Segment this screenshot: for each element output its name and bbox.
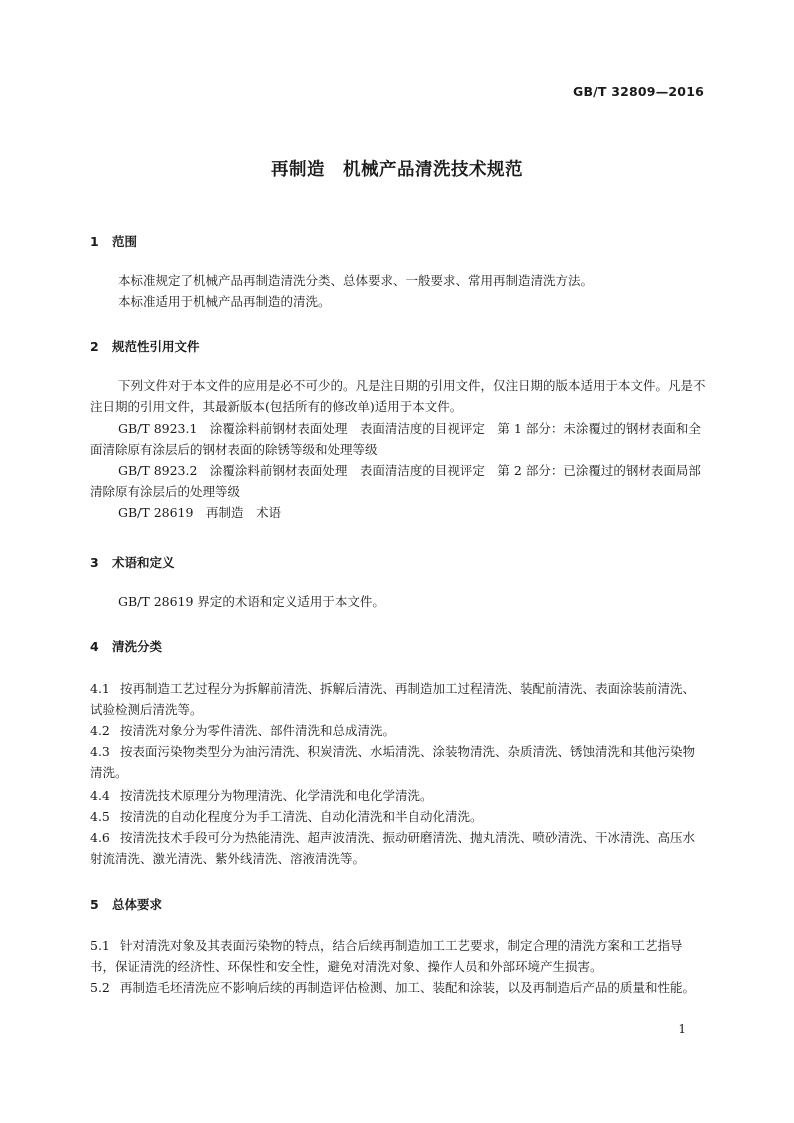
standard-code: GB/T 32809—2016 bbox=[572, 84, 704, 99]
clause-5-1 bbox=[90, 935, 707, 977]
clause-text: 按清洗技术原理分为物理清洗、化学清洗和电化学清洗。 bbox=[120, 788, 433, 803]
clause-4-3 bbox=[90, 741, 707, 783]
section-number: 3 bbox=[90, 555, 99, 570]
normative-reference: GB/T 8923.2 涂覆涂料前钢材表面处理 表面清洁度的目视评定 第 2 部分：已涂覆过的钢材表面局部清除原有涂层后的处理等级 bbox=[90, 463, 701, 499]
clause-4-1 bbox=[90, 678, 707, 720]
clause-text: 再制造毛坯清洗应不影响后续的再制造评估检测、加工、装配和涂装，以及再制造后产品的质量和性能。 bbox=[120, 980, 696, 995]
section-title: 清洗分类 bbox=[112, 639, 163, 654]
clause-4-2 bbox=[90, 720, 707, 741]
section-number: 5 bbox=[90, 897, 99, 912]
section-number: 2 bbox=[90, 339, 99, 354]
clause-number: 5.1 bbox=[90, 938, 110, 953]
section-1-heading bbox=[90, 232, 137, 250]
section-number: 4 bbox=[90, 639, 99, 654]
clause-text: 按清洗技术手段可分为热能清洗、超声波清洗、振动研磨清洗、抛丸清洗、喷砂清洗、干冰清洗、高压水射流清洗、激光清洗、紫外线清洗、溶液清洗等。 bbox=[90, 830, 696, 866]
clause-4-4 bbox=[90, 785, 707, 806]
section-1-para-1: 本标准规定了机械产品再制造清洗分类、总体要求、一般要求、常用再制造清洗方法。 bbox=[118, 273, 594, 288]
page-number: 1 bbox=[678, 1022, 686, 1036]
section-1-para-2: 本标准适用于机械产品再制造的清洗。 bbox=[118, 294, 331, 309]
section-3-text: GB/T 28619 界定的术语和定义适用于本文件。 bbox=[118, 594, 385, 609]
document-title: 再制造 机械产品清洗技术规范 bbox=[271, 160, 523, 180]
section-2-intro: 下列文件对于本文件的应用是必不可少的。凡是注日期的引用文件，仅注日期的版本适用于本文件。凡是不注日期的引用文件，其最新版本(包括所有的修改单)适用于本文件。 bbox=[90, 378, 706, 414]
clause-text: 按再制造工艺过程分为拆解前清洗、拆解后清洗、再制造加工过程清洗、装配前清洗、表面涂装前清洗、试验检测后清洗等。 bbox=[90, 681, 696, 717]
clause-number: 4.3 bbox=[90, 744, 110, 759]
clause-4-5 bbox=[90, 806, 707, 827]
section-3-heading bbox=[90, 553, 175, 571]
clause-number: 4.2 bbox=[90, 723, 110, 738]
clause-number: 5.2 bbox=[90, 980, 110, 995]
section-5-heading bbox=[90, 895, 162, 913]
clause-text: 针对清洗对象及其表面污染物的特点，结合后续再制造加工工艺要求，制定合理的清洗方案和工艺指导书，保证清洗的经济性、环保性和安全性，避免对清洗对象、操作人员和外部环境产生损害。 bbox=[90, 938, 683, 974]
clause-text: 按清洗的自动化程度分为手工清洗、自动化清洗和半自动化清洗。 bbox=[120, 809, 483, 824]
section-title: 总体要求 bbox=[112, 897, 163, 912]
section-title: 术语和定义 bbox=[112, 555, 175, 570]
clause-number: 4.6 bbox=[90, 830, 110, 845]
section-title: 规范性引用文件 bbox=[112, 339, 200, 354]
clause-number: 4.1 bbox=[90, 681, 110, 696]
clause-text: 按清洗对象分为零件清洗、部件清洗和总成清洗。 bbox=[120, 723, 396, 738]
section-number: 1 bbox=[90, 234, 99, 249]
section-4-heading bbox=[90, 637, 162, 655]
section-2-heading bbox=[90, 337, 200, 355]
section-title: 范围 bbox=[112, 234, 138, 249]
clause-number: 4.5 bbox=[90, 809, 110, 824]
clause-text: 按表面污染物类型分为油污清洗、积炭清洗、水垢清洗、涂装物清洗、杂质清洗、锈蚀清洗和其他污染物清洗。 bbox=[90, 744, 696, 780]
clause-5-2 bbox=[90, 977, 707, 998]
clause-4-6 bbox=[90, 827, 707, 869]
clause-number: 4.4 bbox=[90, 788, 110, 803]
normative-reference: GB/T 8923.1 涂覆涂料前钢材表面处理 表面清洁度的目视评定 第 1 部分：未涂覆过的钢材表面和全面清除原有涂层后的钢材表面的除锈等级和处理等级 bbox=[90, 421, 701, 457]
normative-reference: GB/T 28619 再制造 术语 bbox=[118, 505, 281, 520]
